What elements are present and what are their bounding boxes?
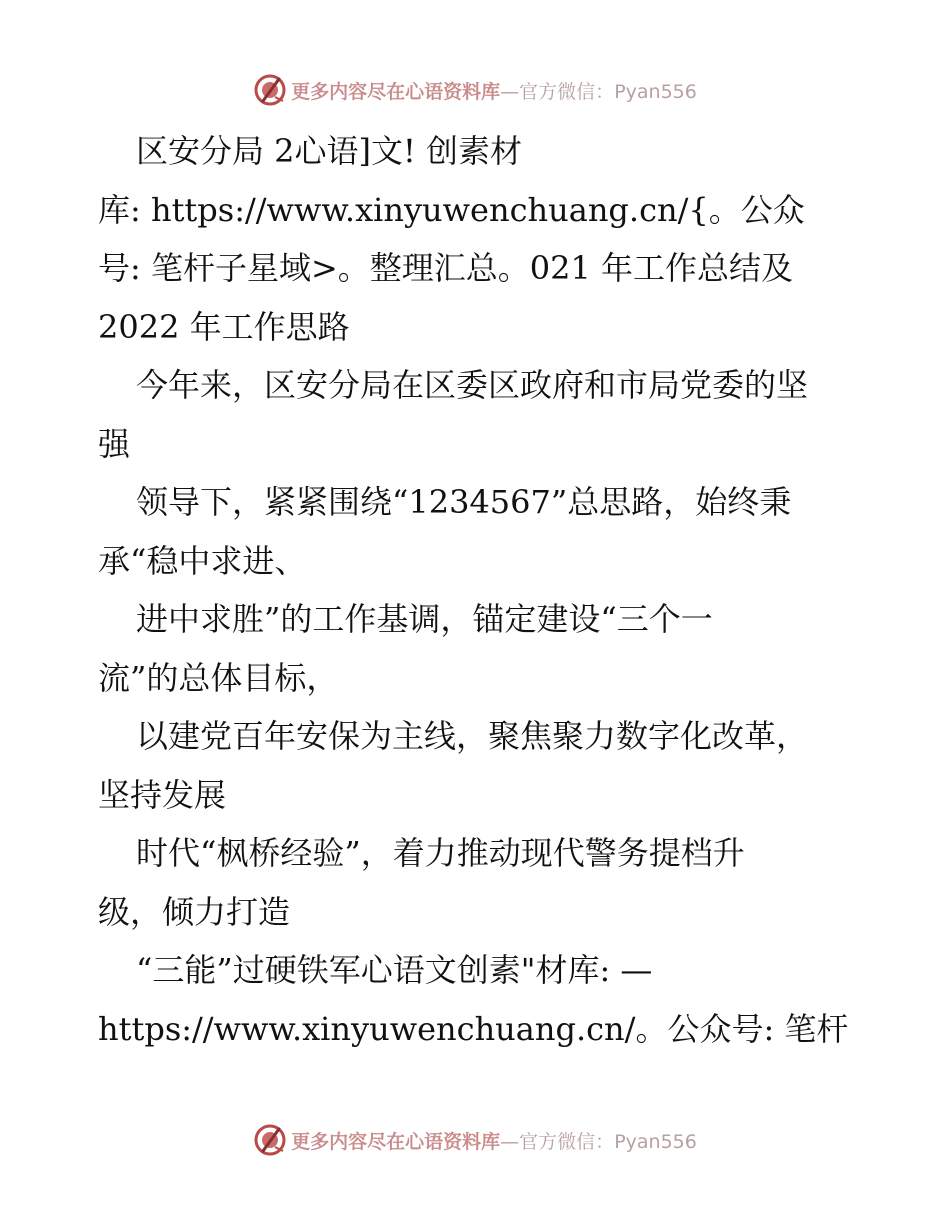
watermark-account: Pyan556 xyxy=(614,1130,697,1153)
top-watermark-banner xyxy=(0,70,950,110)
text-line-4: 2022 年工作思路 xyxy=(98,307,350,346)
text-line-13: 时代“枫桥经验”，着力推动现代警务提档升 xyxy=(136,834,745,872)
text-line-12: 坚持发展 xyxy=(98,775,227,814)
watermark-official: 官方微信： xyxy=(519,80,615,103)
watermark-dash: — xyxy=(500,80,520,103)
text-line-6: 强 xyxy=(98,424,131,463)
bottom-watermark-banner xyxy=(0,1120,950,1160)
text-line-9: 进中求胜”的工作基调，锚定建设“三个一 xyxy=(136,600,713,638)
text-line-2: 库: https://www.xinyuwenchuang.cn/{。公众 xyxy=(98,190,805,229)
watermark-brand: 更多内容尽在心语资料库 xyxy=(291,1130,501,1153)
text-line-11: 以建党百年安保为主线，聚焦聚力数字化改革， xyxy=(136,717,809,755)
document-body xyxy=(98,122,878,1058)
text-line-15: “三能”过硬铁军心语文创素"材库: — xyxy=(136,951,653,989)
text-line-3: 号: 笔杆子星域>。整理汇总。021 年工作总结及 xyxy=(98,249,794,287)
red-seal-logo-icon xyxy=(253,1123,287,1157)
watermark-account: Pyan556 xyxy=(614,80,697,103)
text-line-14: 级，倾力打造 xyxy=(98,892,291,931)
red-seal-logo-icon xyxy=(253,73,287,107)
text-line-10: 流”的总体目标， xyxy=(98,658,339,697)
text-line-7: 领导下，紧紧围绕“1234567”总思路，始终秉 xyxy=(136,483,792,521)
watermark-brand: 更多内容尽在心语资料库 xyxy=(291,80,501,103)
watermark-official: 官方微信： xyxy=(519,1130,615,1153)
watermark-dash: — xyxy=(500,1130,520,1153)
watermark-text xyxy=(291,1127,697,1154)
text-line-8: 承“稳中求进、 xyxy=(98,541,307,580)
text-line-1: 区安分局 2心语]文! 创素材 xyxy=(136,132,523,170)
text-line-16: https://www.xinyuwenchuang.cn/。公众号: 笔杆 xyxy=(98,1009,849,1048)
watermark-text xyxy=(291,77,697,104)
text-line-5: 今年来，区安分局在区委区政府和市局党委的坚 xyxy=(136,366,809,404)
